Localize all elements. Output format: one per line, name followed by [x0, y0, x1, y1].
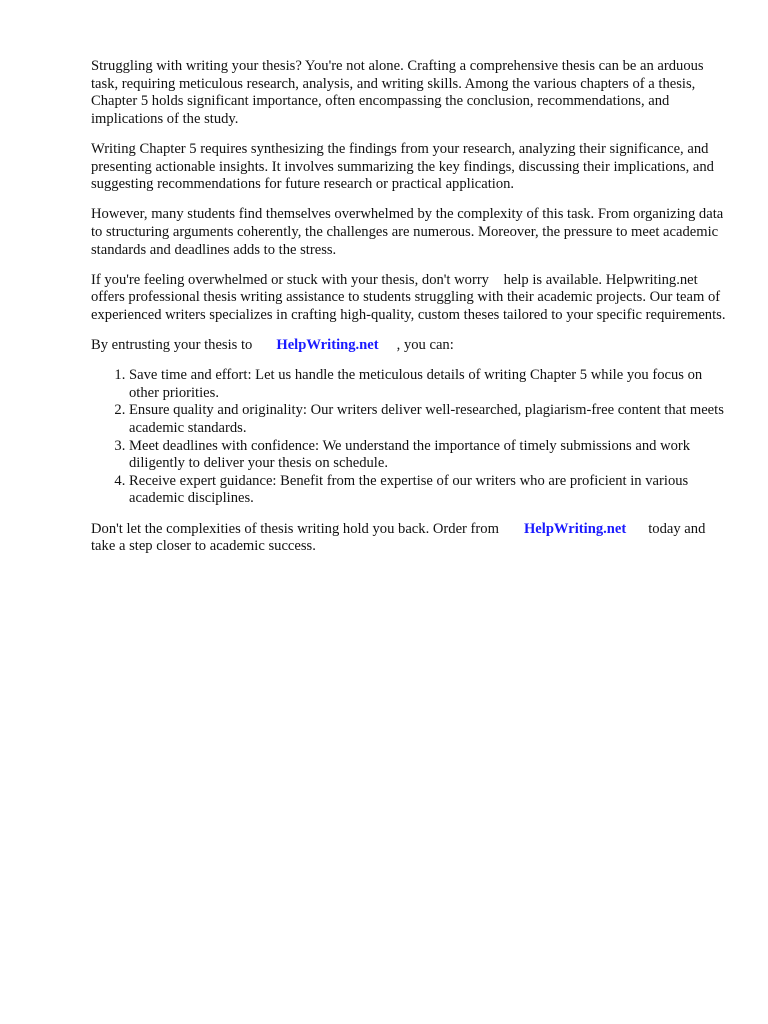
entrust-text-after: , you can: [396, 337, 454, 354]
paragraph-chapter5: Writing Chapter 5 requires synthesizing the findings from your research, analyzing their significance, and presenting actionable insights. It involves summarizing the key findings, discussing their implications, and suggesting recommendations for future research or practical application. [91, 140, 714, 193]
list-item: 2. Ensure quality and originality: Our writers deliver well-researched, plagiarism-free content that meets academic standards. [129, 402, 731, 437]
paragraph-help: If you're feeling overwhelmed or stuck with your thesis, don't worry help is available. Helpwriting.net offers professional thesis writing assistance to students struggling with their academic projects. Our team of experienced writers specializes in crafting high-quality, custom theses tailored to your specific requirements. [91, 271, 726, 323]
helpwriting-link-2[interactable]: HelpWriting.net [523, 520, 627, 537]
entrust-text-before: By entrusting your thesis to [91, 337, 253, 354]
closing-text-after: today and take a step closer to academic success. [91, 520, 706, 555]
paragraph-intro: Struggling with writing your thesis? You're not alone. Crafting a comprehensive thesis can be an arduous task, requiring meticulous research, analysis, and writing skills. Among the various chapters of a thesis, Chapter 5 holds significant importance, often encompassing the conclusion, recommendations, and implications of the study. [91, 58, 704, 127]
list-item: 4. Receive expert guidance: Benefit from the expertise of our writers who are proficient in various academic disciplines. [129, 473, 731, 508]
helpwriting-link-1[interactable]: HelpWriting.net [276, 337, 379, 354]
paragraph-challenges: However, many students find themselves overwhelmed by the complexity of this task. From organizing data to structuring arguments coherently, the challenges are numerous. Moreover, the pressure to meet academic standards and deadlines adds to the stress. [91, 206, 724, 258]
closing-text-before: Don't let the complexities of thesis writing hold you back. Order from [91, 520, 499, 537]
document-body [91, 58, 731, 568]
benefits-list [91, 367, 731, 508]
paragraph-entrust [91, 337, 731, 355]
paragraph-closing [91, 521, 731, 556]
list-item: 1. Save time and effort: Let us handle the meticulous details of writing Chapter 5 while you focus on other priorities. [129, 367, 731, 402]
list-item: 3. Meet deadlines with confidence: We understand the importance of timely submissions and work diligently to deliver your thesis on schedule. [129, 438, 731, 473]
